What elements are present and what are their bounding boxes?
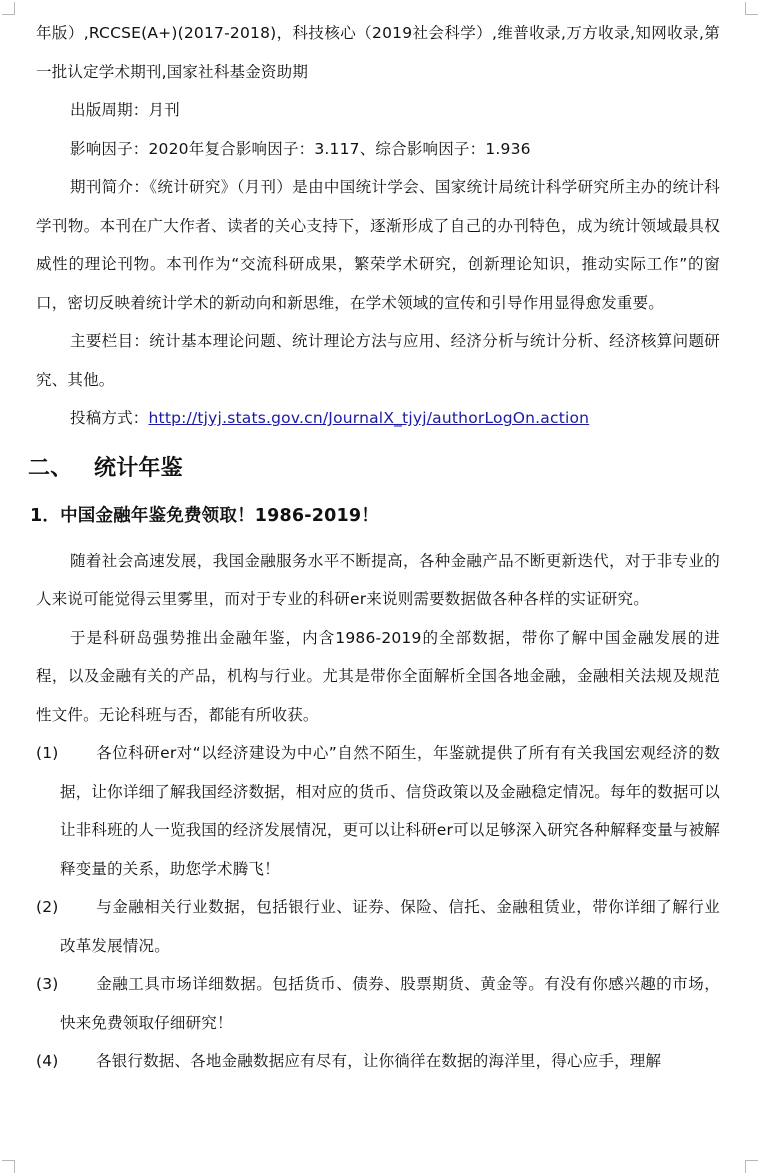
- list-item-text: 各位科研er对“以经济建设为中心”自然不陌生，年鉴就提供了所有有关我国宏观经济的数据，让你详细了解我国经济数据，相对应的货币、信贷政策以及金融稳定情况。每年的数据可以让非科班的人一览我国的经济发展情况，更可以让科研er可以足够深入研究各种解释变量与被解释变量的关系，助您学术腾飞！: [60, 744, 721, 878]
- crop-mark-bottom-right: [745, 1160, 758, 1173]
- main-columns: 主要栏目：统计基本理论问题、统计理论方法与应用、经济分析与统计分析、经济核算问题研究、其他。: [36, 332, 720, 389]
- list-item-text: 金融工具市场详细数据。包括货币、债券、股票期货、黄金等。有没有你感兴趣的市场，快来免费领取仔细研究！: [60, 975, 720, 1032]
- body-paragraph-1: 随着社会高速发展，我国金融服务水平不断提高，各种金融产品不断更新迭代，对于非专业的人来说可能觉得云里雾里，而对于专业的科研er来说则需要数据做各种各样的实证研究。: [36, 551, 720, 608]
- document-body: [28, 14, 721, 1081]
- subsection-heading: 1．中国金融年鉴免费领取！1986-2019！: [30, 505, 379, 526]
- submission-link[interactable]: http://tjyj.stats.gov.cn/JournalX_tjyj/authorLogOn.action: [148, 409, 590, 427]
- submission-label: 投稿方式：: [70, 409, 149, 427]
- list-marker: (1): [36, 744, 59, 762]
- journal-intro: 期刊简介：《统计研究》（月刊）是由中国统计学会、国家统计局统计科学研究所主办的统计科学刊物。本刊在广大作者、读者的关心支持下，逐渐形成了自己的办刊特色，成为统计领域最具权威性的理论刊物。本刊作为“交流科研成果，繁荣学术研究，创新理论知识，推动实际工作”的窗口，密切反映着统计学术的新动向和新思维，在学术领域的宣传和引导作用显得愈发重要。: [36, 178, 720, 312]
- crop-mark-bottom-left: [2, 1160, 15, 1173]
- publication-cycle: 出版周期：月刊: [70, 101, 180, 119]
- list-item-text: 各银行数据、各地金融数据应有尽有，让你徜徉在数据的海洋里，得心应手，理解: [96, 1052, 662, 1070]
- list-item-text: 与金融相关行业数据，包括银行业、证券、保险、信托、金融租赁业，带你详细了解行业改革发展情况。: [60, 898, 720, 955]
- list-item: [36, 1042, 720, 1081]
- crop-mark-top-right: [745, 2, 758, 15]
- body-paragraph-2: 于是科研岛强势推出金融年鉴，内含1986-2019的全部数据，带你了解中国金融发展的进程，以及金融有关的产品，机构与行业。尤其是带你全面解析全国各地金融，金融相关法规及规范性文件。无论科班与否，都能有所收获。: [36, 628, 720, 724]
- impact-factor: 影响因子：2020年复合影响因子：3.117、综合影响因子：1.936: [70, 139, 531, 158]
- crop-mark-top-left: [2, 2, 15, 15]
- submission-method: [36, 399, 720, 438]
- list-item: [36, 965, 720, 1042]
- section-heading: [28, 446, 720, 492]
- section-title: 统计年鉴: [94, 455, 183, 481]
- list-marker: (2): [36, 898, 59, 916]
- list-marker: (3): [36, 975, 59, 993]
- list-marker: (4): [36, 1052, 59, 1070]
- list-item: [36, 734, 720, 888]
- list-item: [36, 888, 720, 965]
- section-number: 二、: [28, 455, 73, 481]
- intro-tail-paragraph: 年版）,RCCSE(A+)(2017-2018)，科技核心（2019社会科学）,维普收录,万方收录,知网收录,第一批认定学术期刊,国家社科基金资助期: [36, 24, 720, 81]
